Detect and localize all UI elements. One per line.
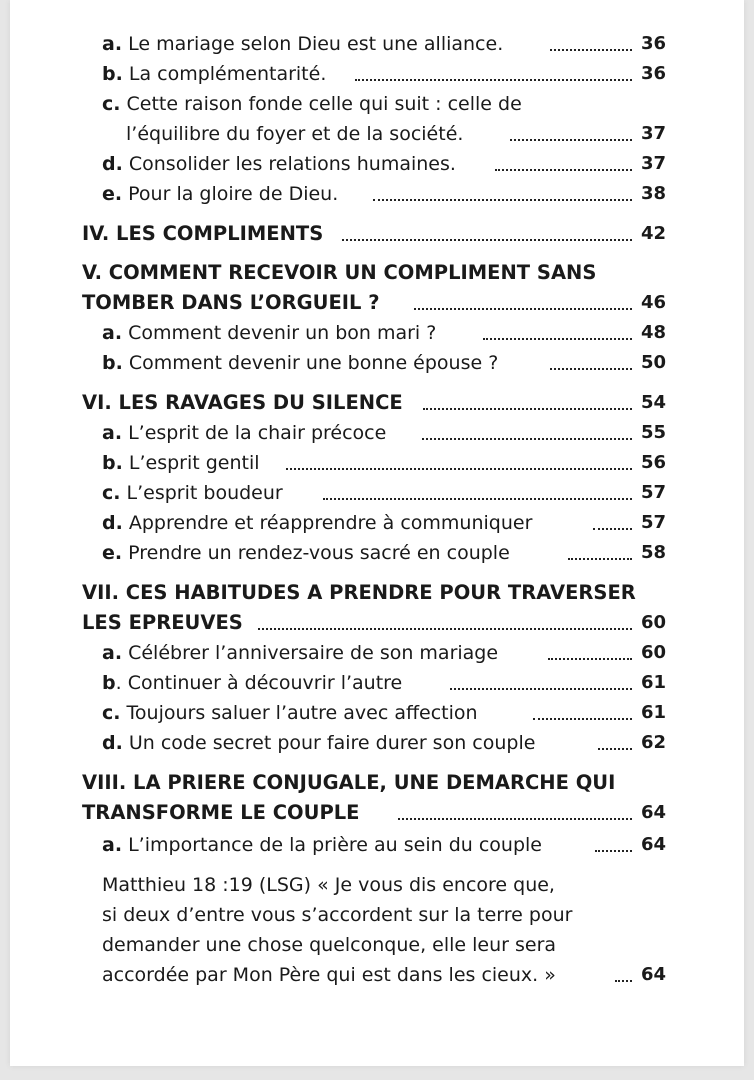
quote-text: Matthieu 18 :19 (LSG) « Je vous dis encore que, xyxy=(102,874,555,896)
entry-title: L’esprit boudeur xyxy=(126,482,283,504)
leader-dots xyxy=(355,65,632,81)
leader-dots xyxy=(450,674,632,690)
entry-letter: a. xyxy=(102,642,123,664)
page-number: 60 xyxy=(640,612,666,633)
entry-letter: a. xyxy=(102,834,123,856)
page-number: 42 xyxy=(640,223,666,244)
entry-letter: b. xyxy=(102,63,123,85)
entry-letter: b xyxy=(102,672,116,694)
page-number: 62 xyxy=(640,732,666,753)
leader-dots xyxy=(414,294,632,310)
toc-entry xyxy=(10,348,744,378)
leader-dots xyxy=(398,804,632,820)
leader-dots xyxy=(550,35,632,51)
toc-entry xyxy=(10,478,744,508)
leader-dots xyxy=(373,185,632,201)
leader-dots xyxy=(286,454,632,470)
entry-title: Prendre un rendez-vous sacré en couple xyxy=(128,542,510,564)
entry-letter: a. xyxy=(102,322,123,344)
entry-title: Un code secret pour faire durer son couple xyxy=(128,732,536,754)
leader-dots xyxy=(495,155,632,171)
toc-entry xyxy=(10,538,744,568)
page-number: 37 xyxy=(640,153,666,174)
toc-entry xyxy=(10,698,744,728)
entry-letter: c. xyxy=(102,702,121,724)
leader-dots xyxy=(510,125,632,141)
section-title: TRANSFORME LE COUPLE xyxy=(82,801,360,824)
toc-entry xyxy=(10,830,744,860)
section-title-line: V. COMMENT RECEVOIR UN COMPLIMENT SANS xyxy=(82,261,597,284)
entry-title: Apprendre et réapprendre à communiquer xyxy=(128,512,533,534)
leader-dots xyxy=(550,354,632,370)
leader-dots xyxy=(533,704,632,720)
toc-entry xyxy=(10,728,744,758)
entry-title: L’importance de la prière au sein du couple xyxy=(128,834,542,856)
toc-section-line xyxy=(10,768,744,798)
leader-dots xyxy=(342,225,632,241)
toc-entry-line xyxy=(10,89,744,119)
book-page xyxy=(10,0,744,1066)
page-number: 55 xyxy=(640,422,666,443)
entry-title: Toujours saluer l’autre avec affection xyxy=(126,702,478,724)
entry-letter: d. xyxy=(102,153,123,175)
page-number: 57 xyxy=(640,482,666,503)
toc-section xyxy=(10,798,744,828)
entry-title-line: Cette raison fonde celle qui suit : celle de xyxy=(126,93,522,115)
toc-section-line xyxy=(10,258,744,288)
entry-letter: c. xyxy=(102,482,121,504)
page-number: 64 xyxy=(640,964,666,985)
page-number: 58 xyxy=(640,542,666,563)
entry-title: Consolider les relations humaines. xyxy=(128,153,456,175)
entry-title: Pour la gloire de Dieu. xyxy=(128,183,339,205)
entry-letter: b. xyxy=(102,452,123,474)
page-number: 36 xyxy=(640,63,666,84)
entry-letter: a. xyxy=(102,33,123,55)
toc-section xyxy=(10,388,744,418)
entry-title: l’équilibre du foyer et de la société. xyxy=(126,123,464,145)
page-number: 57 xyxy=(640,512,666,533)
entry-letter: e. xyxy=(102,183,123,205)
entry-title: Comment devenir un bon mari ? xyxy=(128,322,437,344)
page-number: 61 xyxy=(640,672,666,693)
entry-title: L’esprit de la chair précoce xyxy=(128,422,387,444)
section-title: VI. LES RAVAGES DU SILENCE xyxy=(82,391,403,414)
entry-letter: a. xyxy=(102,422,123,444)
page-number: 56 xyxy=(640,452,666,473)
page-number: 54 xyxy=(640,392,666,413)
toc-entry xyxy=(10,59,744,89)
page-number: 46 xyxy=(640,292,666,313)
section-title: IV. LES COMPLIMENTS xyxy=(82,222,324,245)
table-of-contents xyxy=(10,0,744,1066)
toc-section xyxy=(10,219,744,249)
toc-entry xyxy=(10,668,744,698)
entry-title: Comment devenir une bonne épouse ? xyxy=(128,352,499,374)
toc-section xyxy=(10,288,744,318)
entry-title: La complémentarité. xyxy=(128,63,327,85)
toc-section xyxy=(10,608,744,638)
toc-entry xyxy=(10,960,744,990)
quote-line xyxy=(10,930,744,960)
leader-dots xyxy=(423,394,632,410)
toc-entry xyxy=(10,149,744,179)
toc-entry xyxy=(10,179,744,209)
leader-dots xyxy=(568,544,632,560)
section-title: TOMBER DANS L’ORGUEIL ? xyxy=(82,291,380,314)
toc-entry xyxy=(10,418,744,448)
section-title-line: VII. CES HABITUDES A PRENDRE POUR TRAVERSER xyxy=(82,581,636,604)
entry-title: L’esprit gentil xyxy=(128,452,260,474)
toc-entry xyxy=(10,448,744,478)
toc-section-line xyxy=(10,578,744,608)
quote-text: demander une chose quelconque, elle leur sera xyxy=(102,934,557,956)
entry-letter: d. xyxy=(102,512,123,534)
leader-dots xyxy=(595,836,632,852)
entry-letter: d. xyxy=(102,732,123,754)
toc-entry xyxy=(10,638,744,668)
section-title: LES EPREUVES xyxy=(82,611,243,634)
page-number: 50 xyxy=(640,352,666,373)
quote-text: accordée par Mon Père qui est dans les cieux. » xyxy=(102,964,556,986)
entry-letter: e. xyxy=(102,542,123,564)
toc-entry xyxy=(10,29,744,59)
leader-dots xyxy=(483,324,632,340)
toc-entry xyxy=(10,119,744,149)
entry-letter: b. xyxy=(102,352,123,374)
quote-line xyxy=(10,900,744,930)
leader-dots xyxy=(323,484,632,500)
page-number: 37 xyxy=(640,123,666,144)
toc-entry xyxy=(10,318,744,348)
toc-entry xyxy=(10,508,744,538)
page-number: 61 xyxy=(640,702,666,723)
entry-title: Célébrer l’anniversaire de son mariage xyxy=(128,642,499,664)
entry-letter: c. xyxy=(102,93,121,115)
entry-title: Le mariage selon Dieu est une alliance. xyxy=(128,33,504,55)
page-number: 64 xyxy=(640,834,666,855)
leader-dots xyxy=(593,514,632,530)
leader-dots xyxy=(422,424,632,440)
leader-dots xyxy=(598,734,632,750)
quote-line xyxy=(10,870,744,900)
page-number: 36 xyxy=(640,33,666,54)
page-number: 48 xyxy=(640,322,666,343)
page-number: 38 xyxy=(640,183,666,204)
entry-title: . Continuer à découvrir l’autre xyxy=(115,672,403,694)
section-title-line: VIII. LA PRIERE CONJUGALE, UNE DEMARCHE QUI xyxy=(82,771,616,794)
leader-dots xyxy=(258,614,632,630)
leader-dots xyxy=(615,966,632,982)
page-number: 60 xyxy=(640,642,666,663)
page-number: 64 xyxy=(640,802,666,823)
leader-dots xyxy=(548,644,632,660)
quote-text: si deux d’entre vous s’accordent sur la terre pour xyxy=(102,904,573,926)
